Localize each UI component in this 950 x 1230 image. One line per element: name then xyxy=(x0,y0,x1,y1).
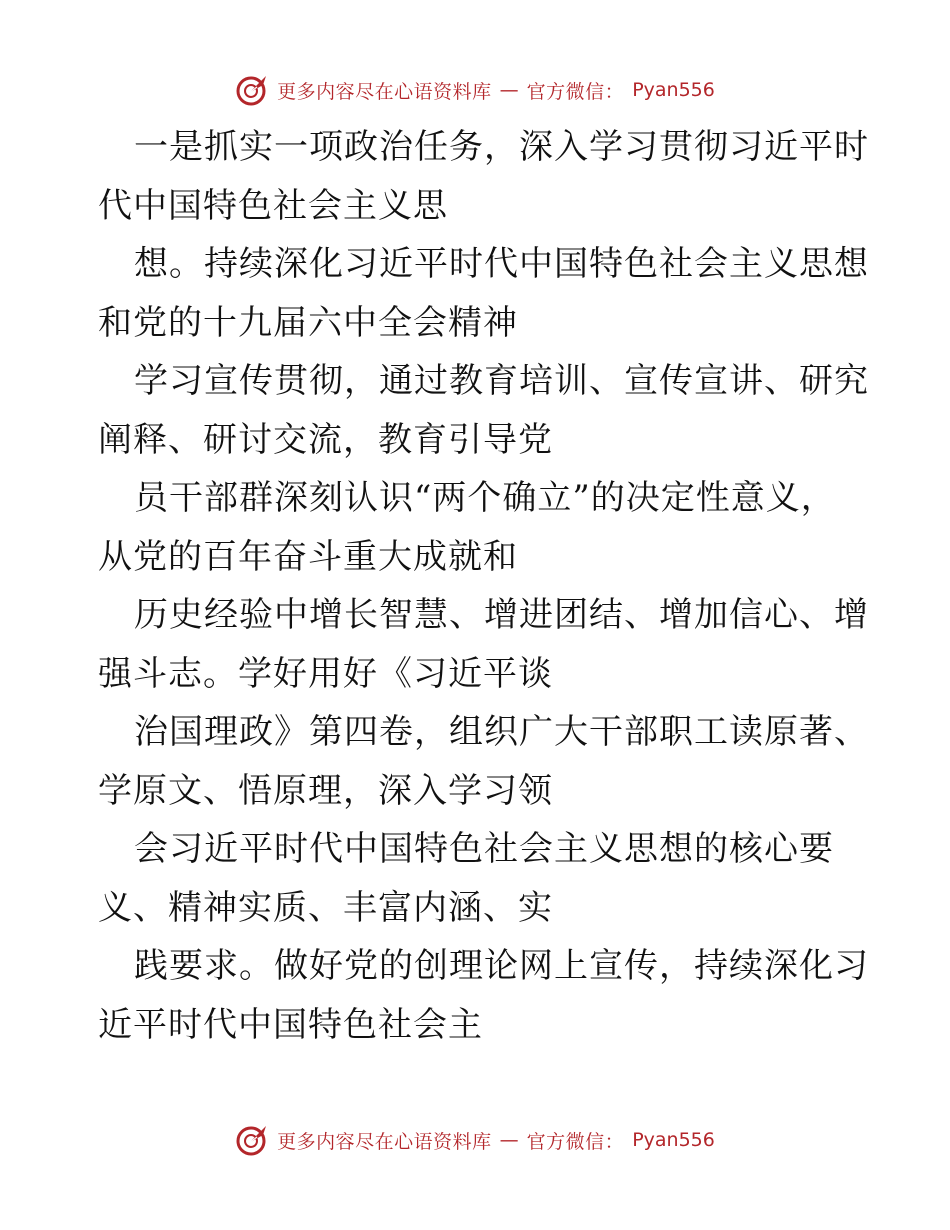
paragraph-line: 学原文、悟原理，深入学习领 xyxy=(98,770,553,811)
watermark-separator: — xyxy=(499,79,519,101)
watermark-contact-label: 官方微信： xyxy=(526,1130,625,1153)
paragraph-line: 会习近平时代中国特色社会主义思想的核心要 xyxy=(134,829,834,869)
paragraph-line: 和党的十九届六中全会精神 xyxy=(98,302,518,343)
quill-logo-icon xyxy=(235,1123,269,1157)
paragraph-line: 学习宣传贯彻，通过教育培训、宣传宣讲、研究 xyxy=(134,361,869,401)
watermark-contact-label: 官方微信： xyxy=(526,80,625,103)
paragraph-line: 想。持续深化习近平时代中国特色社会主义思想 xyxy=(134,244,869,284)
watermark-contact-id: Pyan556 xyxy=(632,79,715,101)
paragraph-line: 员干部群深刻认识“两个确立”的决定性意义， xyxy=(134,478,836,518)
body-text xyxy=(98,118,869,1054)
paragraph-line: 代中国特色社会主义思 xyxy=(98,185,448,226)
watermark-group xyxy=(235,73,715,107)
paragraph-line: 从党的百年奋斗重大成就和 xyxy=(98,536,518,577)
header-watermark xyxy=(0,70,950,110)
watermark-site-text: 更多内容尽在心语资料库 xyxy=(277,1130,492,1153)
paragraph-line: 阐释、研讨交流，教育引导党 xyxy=(98,419,553,460)
watermark-site-text: 更多内容尽在心语资料库 xyxy=(277,80,492,103)
watermark-separator: — xyxy=(499,1129,519,1151)
paragraph-line: 强斗志。学好用好《习近平谈 xyxy=(98,653,553,694)
footer-watermark xyxy=(0,1120,950,1160)
watermark-contact-id: Pyan556 xyxy=(632,1129,715,1151)
paragraph-line: 践要求。做好党的创理论网上宣传，持续深化习 xyxy=(134,946,869,986)
quill-logo-icon xyxy=(235,73,269,107)
paragraph-line: 近平时代中国特色社会主 xyxy=(98,1004,483,1045)
paragraph-line: 历史经验中增长智慧、增进团结、增加信心、增 xyxy=(134,595,869,635)
paragraph-line: 一是抓实一项政治任务，深入学习贯彻习近平时 xyxy=(134,127,869,167)
watermark-group xyxy=(235,1123,715,1157)
paragraph-line: 治国理政》第四卷，组织广大干部职工读原著、 xyxy=(134,712,869,752)
paragraph-line: 义、精神实质、丰富内涵、实 xyxy=(98,887,553,928)
